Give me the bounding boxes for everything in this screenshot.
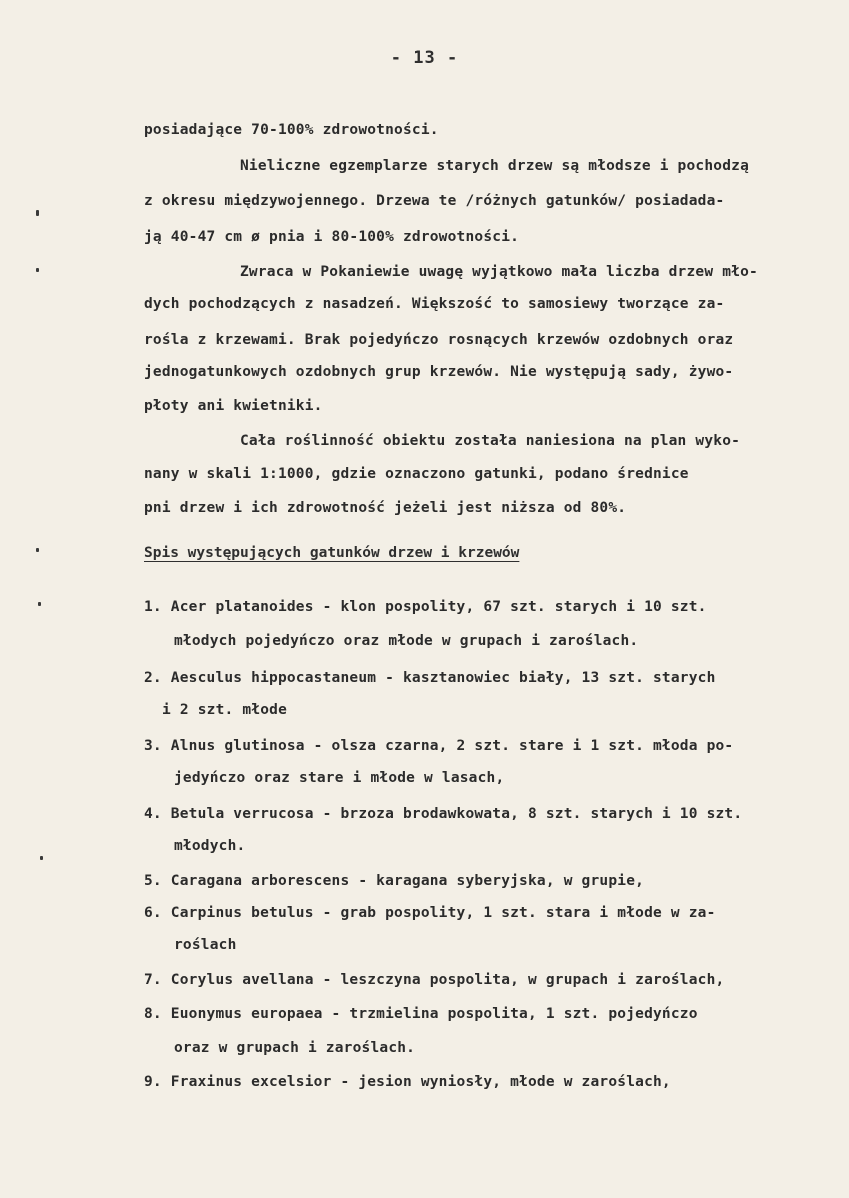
- paragraph-line: Cała roślinność obiektu została naniesiona na plan wyko-: [240, 433, 741, 449]
- paragraph-line: płoty ani kwietniki.: [144, 398, 323, 414]
- margin-mark: [36, 268, 39, 272]
- list-item-continuation: oraz w grupach i zaroślach.: [174, 1040, 416, 1056]
- list-item: 2. Aesculus hippocastaneum - kasztanowiec biały, 13 szt. starych: [144, 670, 716, 686]
- paragraph-line: rośla z krzewami. Brak pojedyńczo rosnących krzewów ozdobnych oraz: [144, 332, 734, 348]
- paragraph-line: z okresu międzywojennego. Drzewa te /różnych gatunków/ posiadada-: [144, 193, 725, 209]
- paragraph-line: posiadające 70-100% zdrowotności.: [144, 122, 439, 138]
- list-item: 3. Alnus glutinosa - olsza czarna, 2 szt. stare i 1 szt. młoda po-: [144, 738, 734, 754]
- paragraph-line: jednogatunkowych ozdobnych grup krzewów. Nie występują sady, żywo-: [144, 364, 734, 380]
- page-number: - 13 -: [390, 48, 459, 68]
- list-item: 7. Corylus avellana - leszczyna pospolita, w grupach i zaroślach,: [144, 972, 725, 988]
- list-item: 4. Betula verrucosa - brzoza brodawkowata, 8 szt. starych i 10 szt.: [144, 806, 743, 822]
- list-item-continuation: młodych pojedyńczo oraz młode w grupach i zaroślach.: [174, 633, 639, 649]
- list-item: 5. Caragana arborescens - karagana syberyjska, w grupie,: [144, 873, 645, 889]
- list-item: 6. Carpinus betulus - grab pospolity, 1 szt. stara i młode w za-: [144, 905, 716, 921]
- list-item-continuation: młodych.: [174, 838, 246, 854]
- margin-mark: [38, 602, 41, 606]
- paragraph-line: dych pochodzących z nasadzeń. Większość to samosiewy tworzące za-: [144, 296, 725, 312]
- margin-mark: [36, 548, 39, 552]
- paragraph-line: nany w skali 1:1000, gdzie oznaczono gatunki, podano średnice: [144, 466, 689, 482]
- list-item-continuation: jedyńczo oraz stare i młode w lasach,: [174, 770, 505, 786]
- margin-mark: [40, 856, 43, 860]
- margin-mark: [36, 210, 39, 216]
- paragraph-line: Nieliczne egzemplarze starych drzew są młodsze i pochodzą: [240, 158, 749, 174]
- list-item: 8. Euonymus europaea - trzmielina pospolita, 1 szt. pojedyńczo: [144, 1006, 698, 1022]
- list-item-continuation: roślach: [174, 937, 237, 953]
- paragraph-line: Zwraca w Pokaniewie uwagę wyjątkowo mała liczba drzew mło-: [240, 264, 758, 280]
- list-item: 9. Fraxinus excelsior - jesion wyniosły, młode w zaroślach,: [144, 1074, 671, 1090]
- paragraph-line: pni drzew i ich zdrowotność jeżeli jest niższa od 80%.: [144, 500, 627, 516]
- paragraph-line: ją 40-47 cm ø pnia i 80-100% zdrowotności.: [144, 229, 520, 245]
- list-item: 1. Acer platanoides - klon pospolity, 67 szt. starych i 10 szt.: [144, 599, 707, 615]
- list-item-continuation: i 2 szt. młode: [162, 702, 288, 718]
- section-heading: Spis występujących gatunków drzew i krzewów: [144, 545, 520, 561]
